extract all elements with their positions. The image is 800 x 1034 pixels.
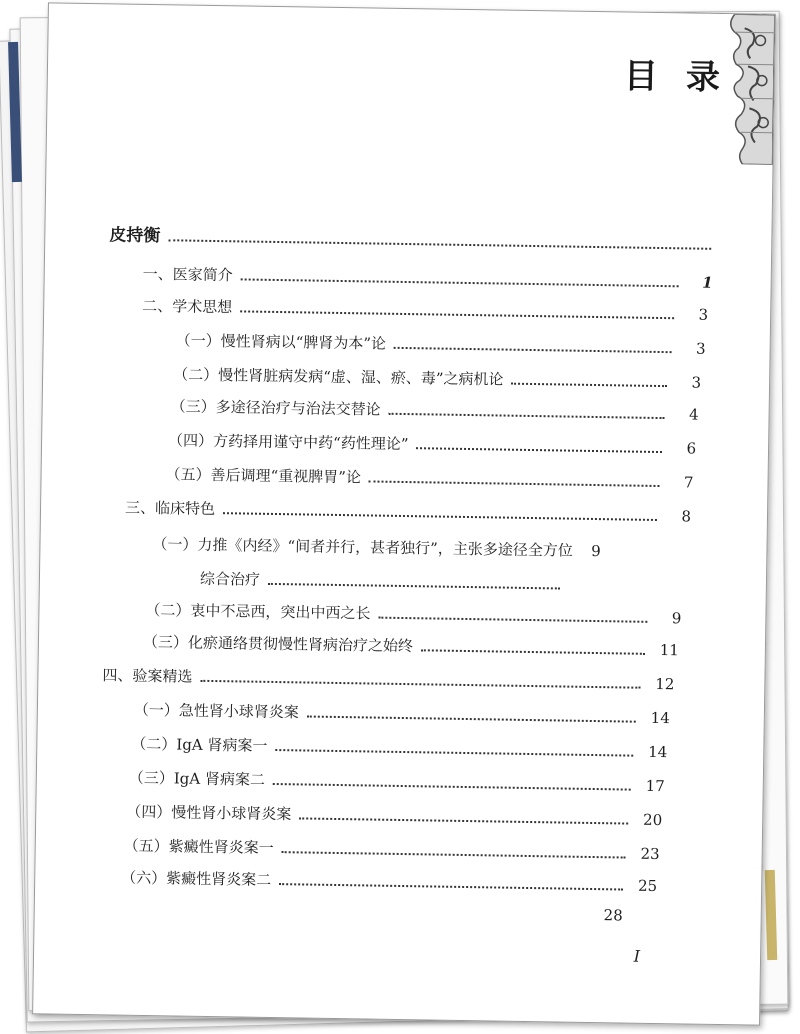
toc-leader	[200, 679, 640, 689]
toc-entry-label: （一）力推《内经》“间者并行，甚者独行”，主张多途径全方位	[152, 535, 573, 560]
toc-entry[interactable]	[134, 699, 670, 731]
table-of-contents	[33, 3, 775, 1024]
toc-leader	[394, 346, 672, 353]
toc-entry-label: 皮持衡	[109, 225, 161, 247]
toc-page-number: 9	[591, 541, 601, 561]
toc-leader	[416, 446, 662, 453]
toc-page-number: 8	[681, 507, 692, 526]
toc-entry[interactable]	[142, 295, 708, 328]
toc-entry[interactable]	[175, 329, 705, 361]
toc-page-number: 7	[683, 473, 694, 492]
toc-page-number: 6	[686, 439, 697, 458]
toc-entry-label: （五）善后调理“重视脾胃”论	[165, 465, 362, 487]
toc-page-number: 28	[603, 906, 623, 925]
toc-page-number: 17	[645, 776, 665, 796]
toc-leader	[282, 850, 626, 858]
toc-entry[interactable]	[126, 801, 662, 833]
toc-last-page	[594, 906, 654, 931]
toc-entry[interactable]	[152, 533, 688, 565]
toc-continuation-label: 综合治疗	[199, 569, 261, 589]
toc-page-number: 4	[688, 405, 699, 424]
toc-leader	[241, 277, 679, 287]
toc-entry-label: （三）化瘀通络贯彻慢性肾病治疗之始终	[142, 632, 414, 656]
toc-leader	[168, 238, 711, 250]
toc-page	[32, 2, 776, 1025]
toc-entry-label: 四、验案精选	[102, 666, 193, 686]
toc-page-number: 20	[642, 810, 663, 830]
toc-entry-label: 一、医家简介	[142, 264, 233, 285]
toc-entry-label: （三）IgA 肾病案二	[128, 768, 266, 789]
toc-entry-continuation	[200, 568, 566, 598]
toc-entry[interactable]	[131, 733, 667, 765]
toc-entry[interactable]	[121, 867, 657, 899]
toc-leader	[511, 382, 667, 387]
toc-leader	[268, 582, 560, 590]
toc-entry-label: （二）慢性肾脏病发病“虚、湿、瘀、毒”之病机论	[173, 365, 504, 389]
toc-leader	[240, 309, 674, 319]
toc-entry-label: 三、临床特色	[124, 498, 216, 519]
title-char-2: 录	[685, 57, 723, 98]
toc-page-number: 25	[637, 876, 658, 896]
toc-page-number: 1	[702, 273, 713, 292]
toc-entry[interactable]	[143, 263, 713, 296]
toc-entry[interactable]	[168, 429, 696, 461]
toc-entry[interactable]	[102, 664, 674, 697]
toc-page-number: 14	[650, 708, 670, 728]
toc-leader	[279, 882, 623, 890]
toc-entry-label: （六）紫癜性肾炎案二	[121, 868, 272, 889]
toc-entry-label: （四）慢性肾小球肾炎案	[126, 802, 292, 824]
toc-leader	[299, 816, 628, 824]
toc-page-number: 14	[648, 742, 668, 762]
toc-entry-author[interactable]	[109, 220, 717, 254]
toc-entry-label: （二）衷中不忌西，突出中西之长	[145, 600, 371, 623]
toc-entry-label: （二）IgA 肾病案一	[131, 734, 268, 755]
toc-entry[interactable]	[165, 463, 693, 495]
toc-entry-label: 二、学术思想	[142, 296, 233, 317]
toc-leader	[378, 616, 647, 623]
toc-entry-label: （一）慢性肾病以“脾肾为本”论	[175, 331, 387, 353]
toc-leader	[389, 412, 665, 419]
toc-entry[interactable]	[125, 497, 691, 530]
folio-number: I	[633, 946, 641, 966]
toc-leader	[275, 748, 633, 757]
toc-page-number: 3	[698, 305, 709, 324]
title-char-1: 目	[623, 56, 661, 97]
toc-entry-label: （一）急性肾小球肾炎案	[133, 700, 300, 722]
toc-entry[interactable]	[129, 767, 665, 799]
toc-page-number: 12	[655, 674, 675, 694]
toc-entry-label: （四）方药择用谨守中药“药性理论”	[167, 431, 409, 454]
toc-page-number: 9	[671, 609, 682, 628]
toc-leader	[421, 648, 645, 655]
toc-entry[interactable]	[170, 395, 698, 427]
toc-entry[interactable]	[124, 835, 660, 867]
toc-leader	[369, 479, 660, 487]
toc-entry-label: （三）多途径治疗与治法交替论	[170, 397, 381, 419]
toc-entry[interactable]	[173, 363, 701, 395]
toc-entry[interactable]	[145, 599, 681, 631]
toc-page-number: 23	[640, 844, 660, 864]
toc-entry[interactable]	[143, 631, 679, 663]
toc-leader	[307, 714, 636, 722]
toc-page-number: 11	[659, 641, 680, 660]
toc-leader	[223, 511, 657, 521]
toc-leader	[273, 782, 631, 791]
toc-page-number: 3	[695, 339, 706, 358]
toc-page-number: 3	[691, 373, 702, 392]
toc-entry-label: （五）紫癜性肾炎案一	[123, 836, 274, 857]
